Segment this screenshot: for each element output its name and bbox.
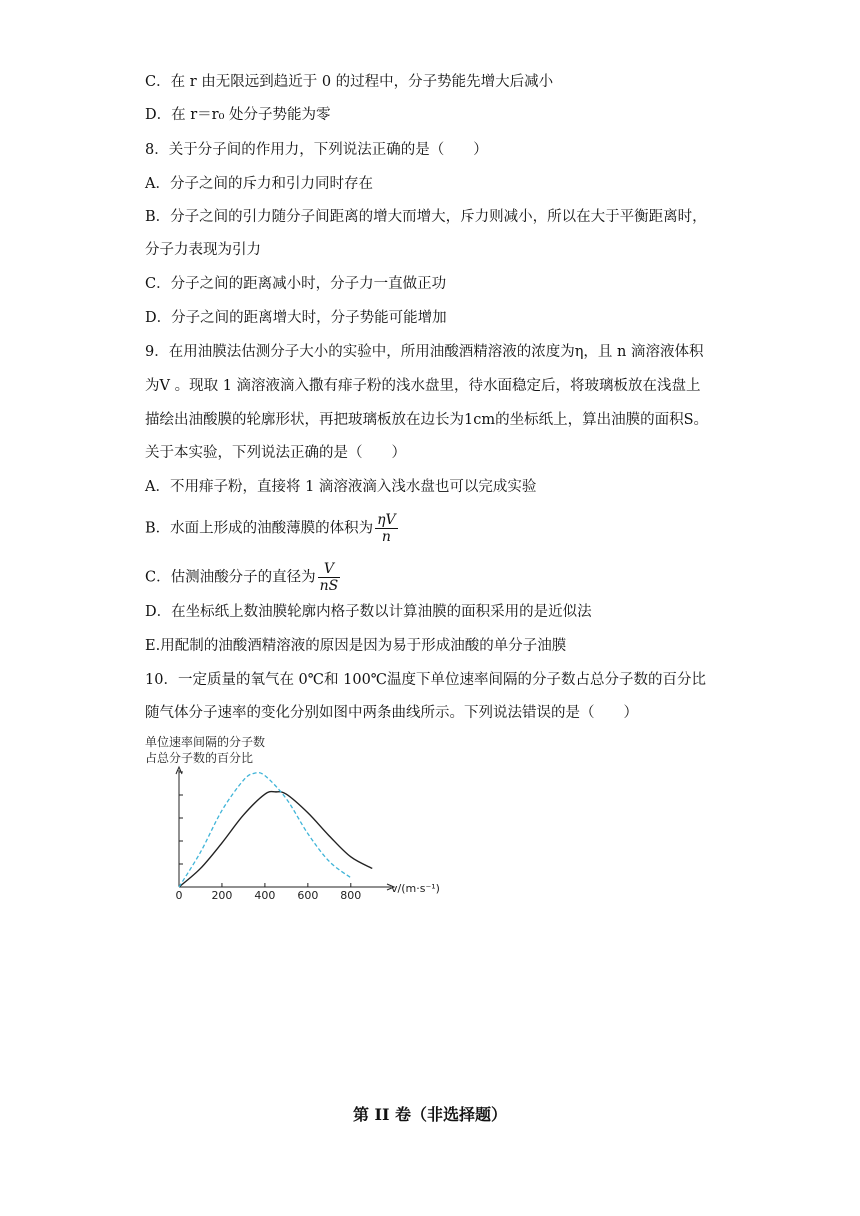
chart-xlabel: v/(m·s⁻¹) xyxy=(391,882,440,895)
q8-option-b-line2: 分子力表现为引力 xyxy=(145,242,261,258)
q7-option-c: C．在 r 由无限远到趋近于 0 的过程中，分子势能先增大后减小 xyxy=(145,74,554,90)
chart-x-ticks xyxy=(176,883,362,900)
x-tick-label: 400 xyxy=(254,889,276,900)
q8-stem: 8．关于分子间的作用力，下列说法正确的是（ ） xyxy=(145,142,488,158)
fraction-denominator: nS xyxy=(319,578,339,594)
fraction-numerator: V xyxy=(318,561,341,578)
q9-stem-line4: 关于本实验，下列说法正确的是（ ） xyxy=(145,445,406,461)
q9-option-b-text: B．水面上形成的油酸薄膜的体积为 xyxy=(145,520,374,537)
q9-option-c-fraction xyxy=(318,561,341,594)
q9-option-c-text: C．估测油酸分子的直径为 xyxy=(145,569,316,586)
q9-stem-line2: 为V 。现取 1 滴溶液滴入撒有痱子粉的浅水盘里，待水面稳定后，将玻璃板放在浅盘上 xyxy=(145,378,701,394)
dashed-curve xyxy=(179,773,351,887)
chart-series xyxy=(179,773,372,887)
q10-stem-line1: 10．一定质量的氧气在 0℃和 100℃温度下单位速率间隔的分子数占总分子数的百分比 xyxy=(145,672,707,688)
section-title: 第 II 卷（非选择题） xyxy=(352,1105,508,1124)
q9-option-d: D．在坐标纸上数油膜轮廓内格子数以计算油膜的面积采用的是近似法 xyxy=(145,604,592,620)
q10-stem-line2: 随气体分子速率的变化分别如图中两条曲线所示。下列说法错误的是（ ） xyxy=(145,705,638,721)
q9-stem-line1: 9．在用油膜法估测分子大小的实验中，所用油酸酒精溶液的浓度为η，且 n 滴溶液体积 xyxy=(145,344,704,360)
fraction-denominator: n xyxy=(381,529,391,545)
q9-option-c xyxy=(145,561,340,594)
x-tick-label: 200 xyxy=(211,889,233,900)
q9-stem-line3: 描绘出油酸膜的轮廓形状，再把玻璃板放在边长为1cm的坐标纸上，算出油膜的面积S。 xyxy=(145,412,709,428)
q7-option-d: D．在 r＝r₀ 处分子势能为零 xyxy=(145,107,331,123)
q8-option-a: A．分子之间的斥力和引力同时存在 xyxy=(145,176,373,192)
x-tick-label: 800 xyxy=(340,889,362,900)
fraction-numerator: ηV xyxy=(377,512,396,528)
chart-ylabel-line2: 占总分子数的百分比 xyxy=(145,751,254,765)
x-tick-label: 600 xyxy=(297,889,319,900)
chart-axes xyxy=(176,767,394,890)
q9-option-a: A．不用痱子粉，直接将 1 滴溶液滴入浅水盘也可以完成实验 xyxy=(145,479,537,495)
q9-option-b xyxy=(145,512,398,545)
q8-option-d: D．分子之间的距离增大时，分子势能可能增加 xyxy=(145,310,447,326)
q8-option-b-line1: B．分子之间的引力随分子间距离的增大而增大，斥力则减小，所以在大于平衡距离时， xyxy=(145,209,707,225)
speed-distribution-chart xyxy=(143,730,443,900)
q9-option-e: E.用配制的油酸酒精溶液的原因是因为易于形成油酸的单分子油膜 xyxy=(145,638,567,654)
q9-option-b-fraction xyxy=(375,512,398,545)
q8-option-c: C．分子之间的距离减小时，分子力一直做正功 xyxy=(145,276,447,292)
chart-ylabel-line1: 单位速率间隔的分子数 xyxy=(145,735,266,749)
x-tick-label: 0 xyxy=(175,889,183,900)
